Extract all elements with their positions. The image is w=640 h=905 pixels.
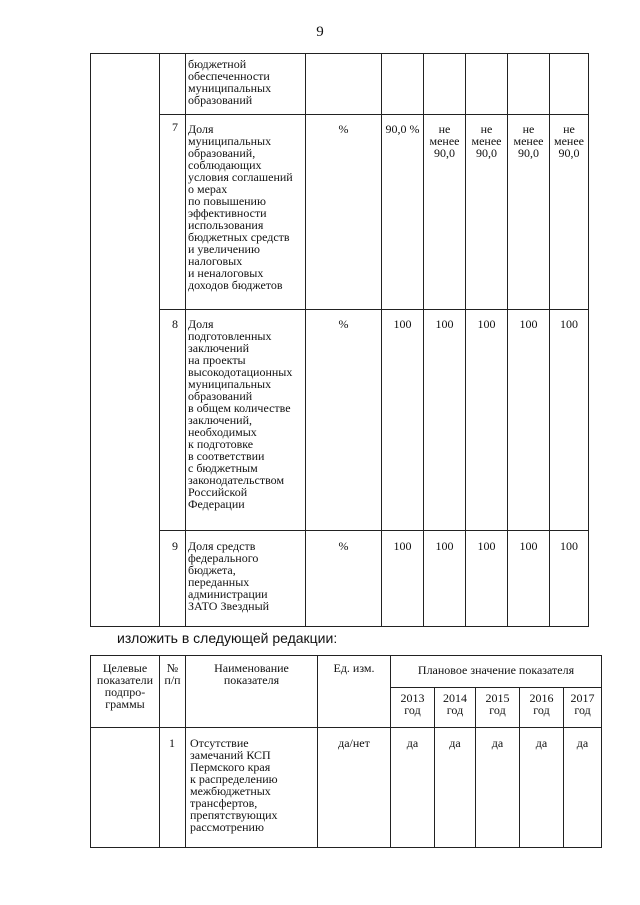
value-2015 xyxy=(466,54,508,115)
header-name: Наименование показателя xyxy=(186,656,318,728)
value-2015: не менее 90,0 xyxy=(466,115,508,310)
unit-cell: % xyxy=(306,115,382,310)
indicator-name: Доля средств федерального бюджета, переданных администрации ЗАТО Звездный xyxy=(186,531,306,627)
table-header-row xyxy=(91,656,602,688)
value-2014: 100 xyxy=(424,310,466,531)
value-2013: 100 xyxy=(382,310,424,531)
page-number: 9 xyxy=(316,24,324,40)
header-year-2014: 2014 год xyxy=(435,688,476,728)
target-indicator-cell xyxy=(91,728,160,848)
table-row xyxy=(91,310,589,531)
header-number: № п/п xyxy=(160,656,186,728)
value-2015: 100 xyxy=(466,531,508,627)
indicator-name: Доля муниципальных образований, соблюдающих условия соглашений о мерах по повышению эффективности использования бюджетных средств и увеличению налоговых и неналоговых доходов бюджетов xyxy=(186,115,306,310)
indicators-table-continued xyxy=(90,53,589,627)
value-2017: 100 xyxy=(550,310,589,531)
value-2015: 100 xyxy=(466,310,508,531)
indicators-table-new xyxy=(90,655,602,848)
value-2013: да xyxy=(391,728,435,848)
value-2016: 100 xyxy=(508,531,550,627)
unit-cell: % xyxy=(306,310,382,531)
value-2017: 100 xyxy=(550,531,589,627)
value-2015: да xyxy=(476,728,520,848)
table-row xyxy=(91,728,602,848)
unit-cell xyxy=(306,54,382,115)
value-2016: 100 xyxy=(508,310,550,531)
intro-text: изложить в следующей редакции: xyxy=(117,630,338,646)
value-2016: да xyxy=(520,728,564,848)
value-2016 xyxy=(508,54,550,115)
value-2014 xyxy=(424,54,466,115)
value-2013 xyxy=(382,54,424,115)
value-2014: да xyxy=(435,728,476,848)
table-row xyxy=(91,115,589,310)
indicator-name: бюджетной обеспеченности муниципальных образований xyxy=(186,54,306,115)
header-unit: Ед. изм. xyxy=(318,656,391,728)
header-year-2017: 2017 год xyxy=(564,688,602,728)
value-2017: не менее 90,0 xyxy=(550,115,589,310)
value-2017: да xyxy=(564,728,602,848)
header-year-2016: 2016 год xyxy=(520,688,564,728)
row-number: 9 xyxy=(160,531,186,627)
value-2016: не менее 90,0 xyxy=(508,115,550,310)
value-2013: 100 xyxy=(382,531,424,627)
unit-cell: да/нет xyxy=(318,728,391,848)
value-2014: не менее 90,0 xyxy=(424,115,466,310)
value-2013: 90,0 % xyxy=(382,115,424,310)
row-number: 8 xyxy=(160,310,186,531)
table-row xyxy=(91,54,589,115)
value-2017 xyxy=(550,54,589,115)
row-number: 1 xyxy=(160,728,186,848)
header-plan: Плановое значение показателя xyxy=(391,656,602,688)
target-indicator-cell xyxy=(91,54,160,627)
header-year-2015: 2015 год xyxy=(476,688,520,728)
header-targets: Целевые показатели подпро- граммы xyxy=(91,656,160,728)
header-year-2013: 2013 год xyxy=(391,688,435,728)
table-row xyxy=(91,531,589,627)
value-2014: 100 xyxy=(424,531,466,627)
row-number: 7 xyxy=(160,115,186,310)
row-number xyxy=(160,54,186,115)
indicator-name: Отсутствие замечаний КСП Пермского края к распределению межбюджетных трансфертов, препятствующих рассмотрению xyxy=(186,728,318,848)
indicator-name: Доля подготовленных заключений на проекты высокодотационных муниципальных образований в общем количестве заключений, необходимых к подготовке в соответствии с бюджетным законодательством Российской Федерации xyxy=(186,310,306,531)
unit-cell: % xyxy=(306,531,382,627)
